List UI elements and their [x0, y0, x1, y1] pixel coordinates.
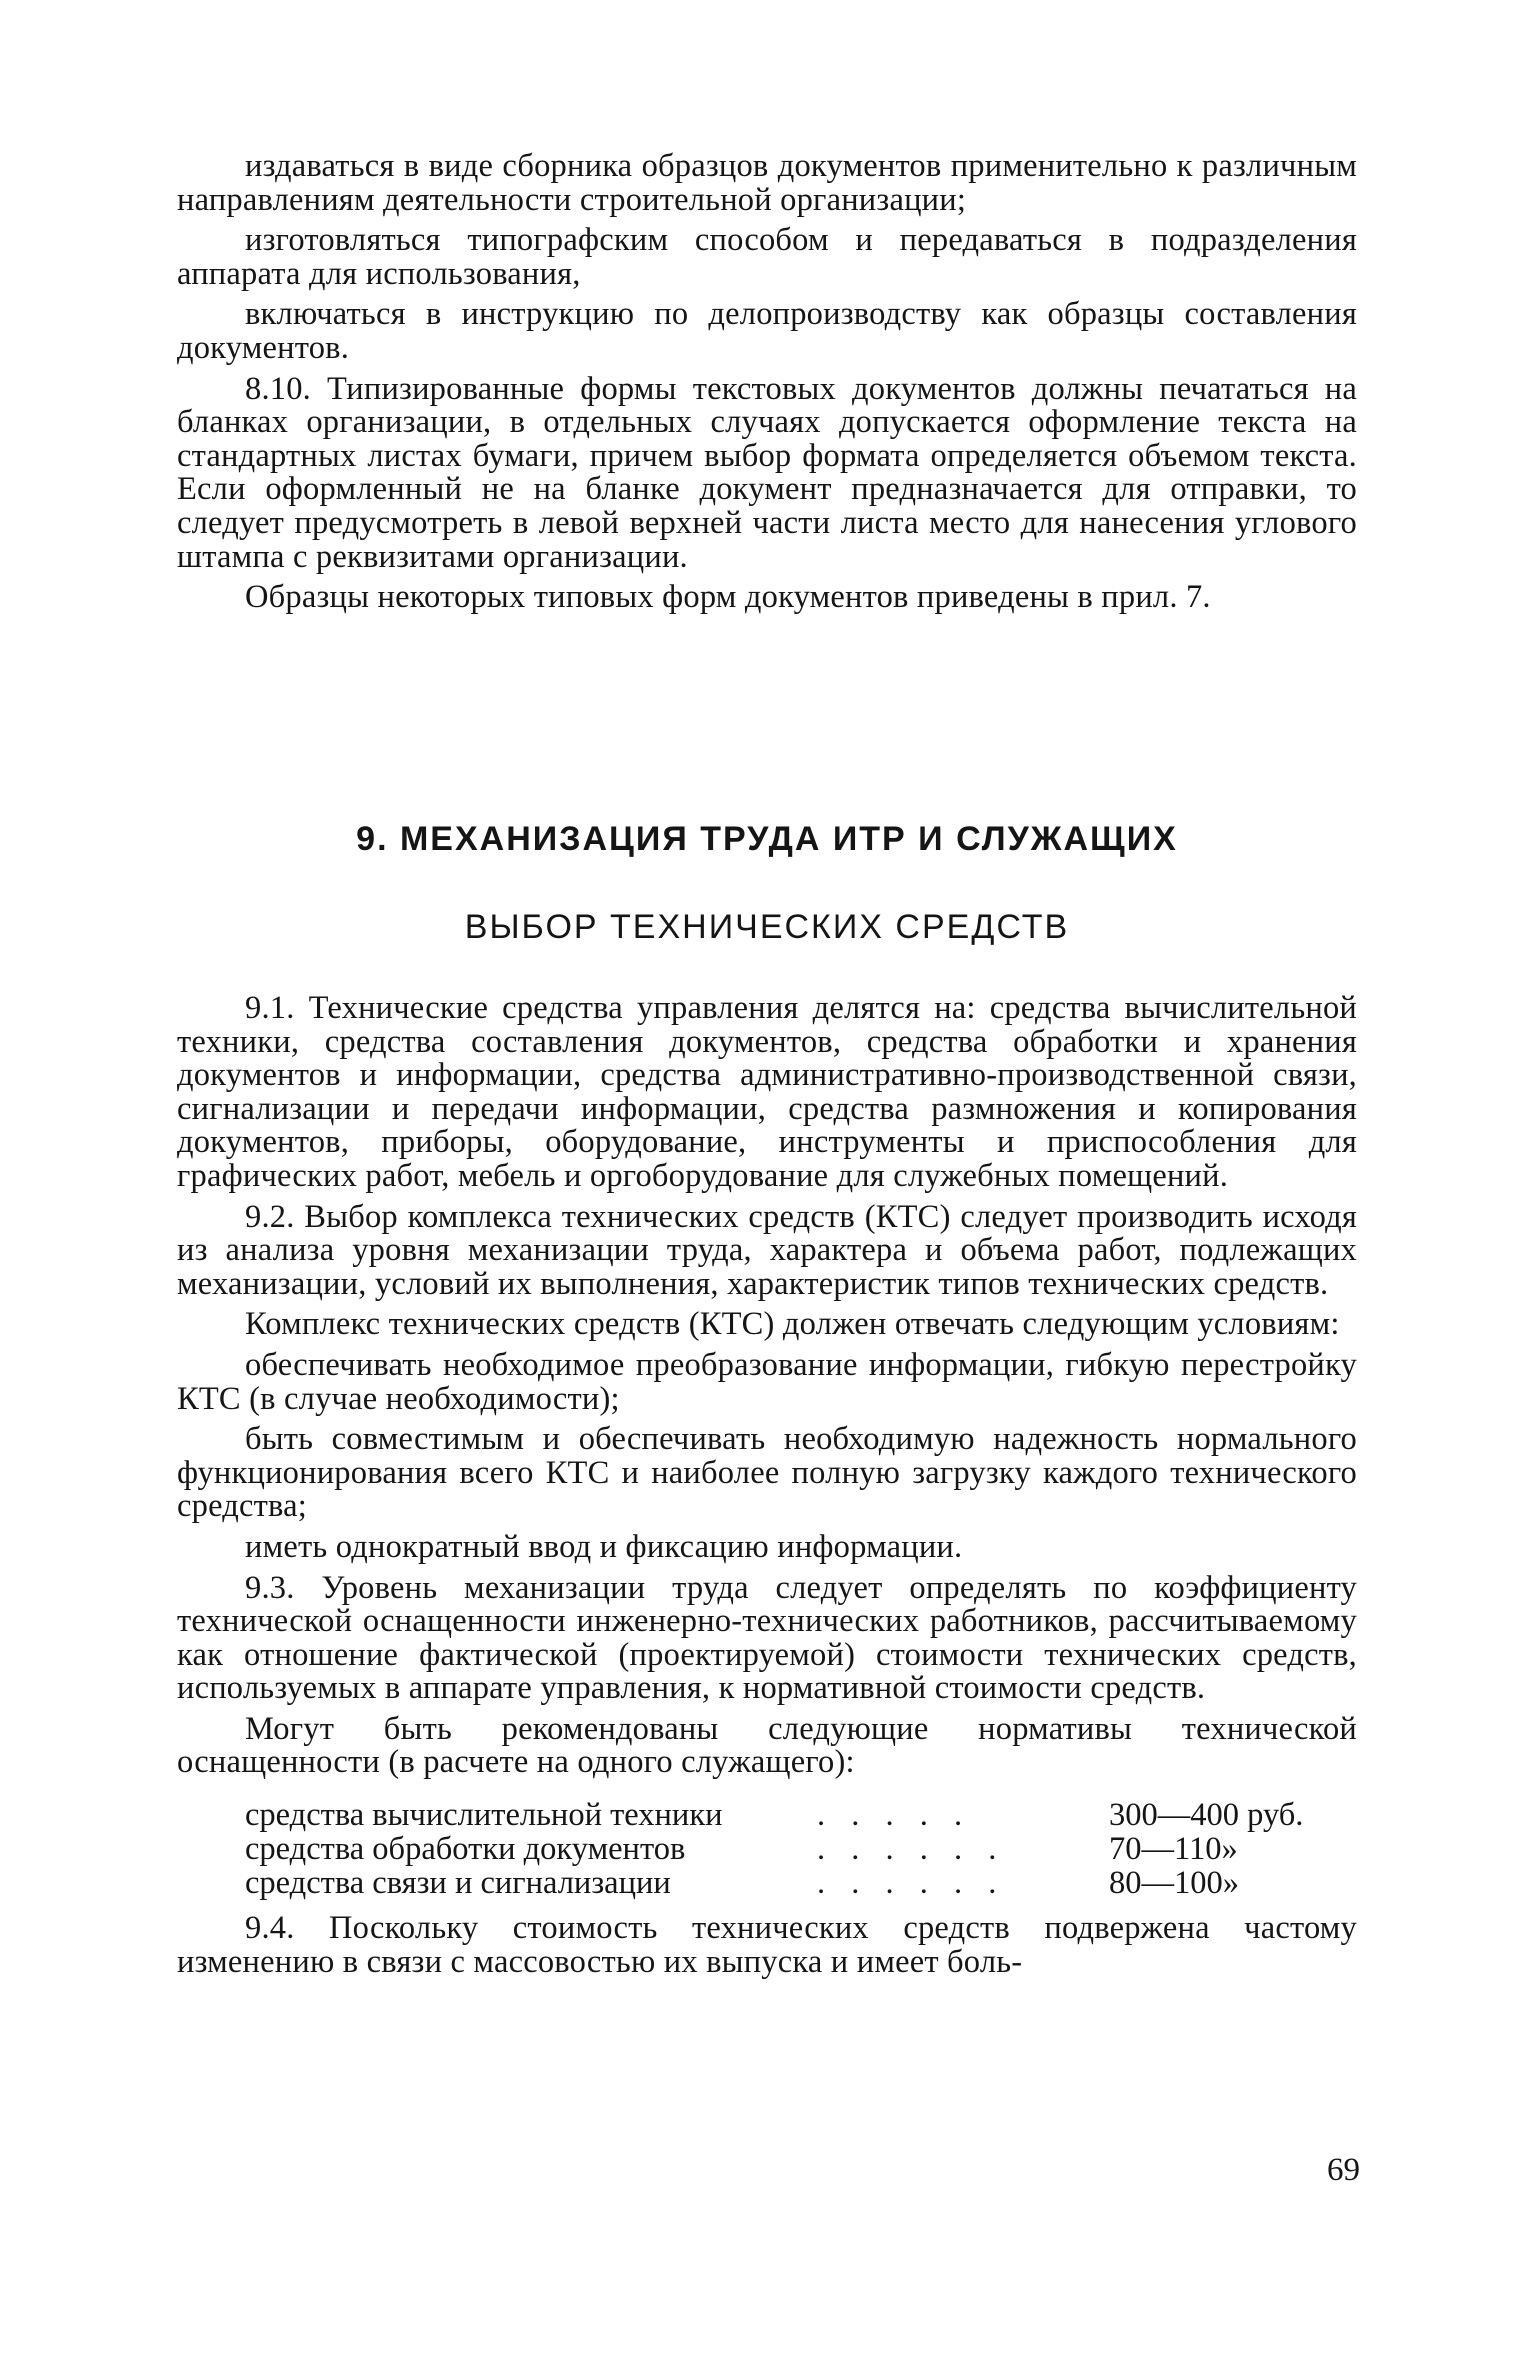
paragraph-9-3: 9.3. Уровень механизации труда следует определять по коэффициенту технической оснащенности инженерно-технических работников, рассчитываемому как отношение фактической (проектируемой) стоимости технических средств, используемых в аппарате управления, к нормативной стоимости средств.: [177, 1569, 1357, 1707]
paragraph: иметь однократный ввод и фиксацию информации.: [245, 1528, 963, 1565]
norm-leader-dots: . . . . .: [817, 1797, 972, 1834]
norms-list: [177, 1798, 1357, 1900]
norm-value: 70—110»: [1109, 1831, 1238, 1868]
norm-row: [177, 1832, 1357, 1866]
paragraph-9-4: 9.4. Поскольку стоимость технических средств подвержена частому изменению в связи с массовостью их выпуска и имеет боль-: [177, 1910, 1357, 1980]
norm-label: средства обработки документов: [245, 1831, 686, 1868]
page-number: 69: [1327, 2152, 1360, 2188]
paragraph: издаваться в виде сборника образцов документов применительно к различным направлениям деятельности строительной организации;: [177, 148, 1357, 218]
norm-row: [177, 1866, 1357, 1900]
paragraph-9-2: 9.2. Выбор комплекса технических средств (КТС) следует производить исходя из анализа уровня механизации труда, характера и объема работ, подлежащих механизации, условий их выполнения, характеристик типов технических средств.: [177, 1198, 1357, 1302]
norm-label: средства вычислительной техники: [245, 1797, 723, 1834]
section-title: ВЫБОР ТЕХНИЧЕСКИХ СРЕДСТВ: [464, 908, 1070, 946]
paragraph: включаться в инструкцию по делопроизводству как образцы составления документов.: [177, 296, 1357, 366]
norm-row: [177, 1798, 1357, 1832]
paragraph-8-10: 8.10. Типизированные формы текстовых документов должны печататься на бланках организации, в отдельных случаях допускается оформление текста на стандартных листах бумаги, причем выбор формата определяется объемом текста. Если оформленный не на бланке документ предназначается для отправки, то следует предусмотреть в левой верхней части листа место для нанесения углового штампа с реквизитами организации.: [177, 370, 1357, 575]
norm-label: средства связи и сигнализации: [245, 1865, 671, 1902]
paragraph: Образцы некоторых типовых форм документов приведены в прил. 7.: [245, 579, 1211, 616]
paragraph: обеспечивать необходимое преобразование информации, гибкую перестройку КТС (в случае необходимости);: [177, 1346, 1357, 1417]
bottom-text-block: [177, 992, 1357, 1979]
paragraph: Могут быть рекомендованы следующие нормативы технической оснащенности (в расчете на одного служащего):: [177, 1710, 1357, 1781]
paragraph: быть совместимым и обеспечивать необходимую надежность нормального функционирования всего КТС и наиболее полную загрузку каждого технического средства;: [177, 1421, 1357, 1525]
paragraph: Комплекс технических средств (КТС) должен отвечать следующим условиям:: [245, 1306, 1340, 1343]
top-text-block: [177, 150, 1357, 615]
norm-leader-dots: . . . . . .: [817, 1865, 1006, 1902]
chapter-title: 9. МЕХАНИЗАЦИЯ ТРУДА ИТР И СЛУЖАЩИХ: [356, 820, 1178, 858]
paragraph: изготовляться типографским способом и передаваться в подразделения аппарата для использования,: [177, 222, 1357, 292]
norm-value: 80—100»: [1109, 1865, 1239, 1902]
norm-value: 300—400 руб.: [1109, 1797, 1304, 1834]
norm-leader-dots: . . . . . .: [817, 1831, 1006, 1868]
paragraph-9-1: 9.1. Технические средства управления делятся на: средства вычислительной техники, средства составления документов, средства обработки и хранения документов и информации, средства административно-производственной связи, сигнализации и передачи информации, средства размножения и копирования документов, приборы, оборудование, инструменты и приспособления для графических работ, мебель и оргоборудование для служебных помещений.: [177, 990, 1357, 1194]
